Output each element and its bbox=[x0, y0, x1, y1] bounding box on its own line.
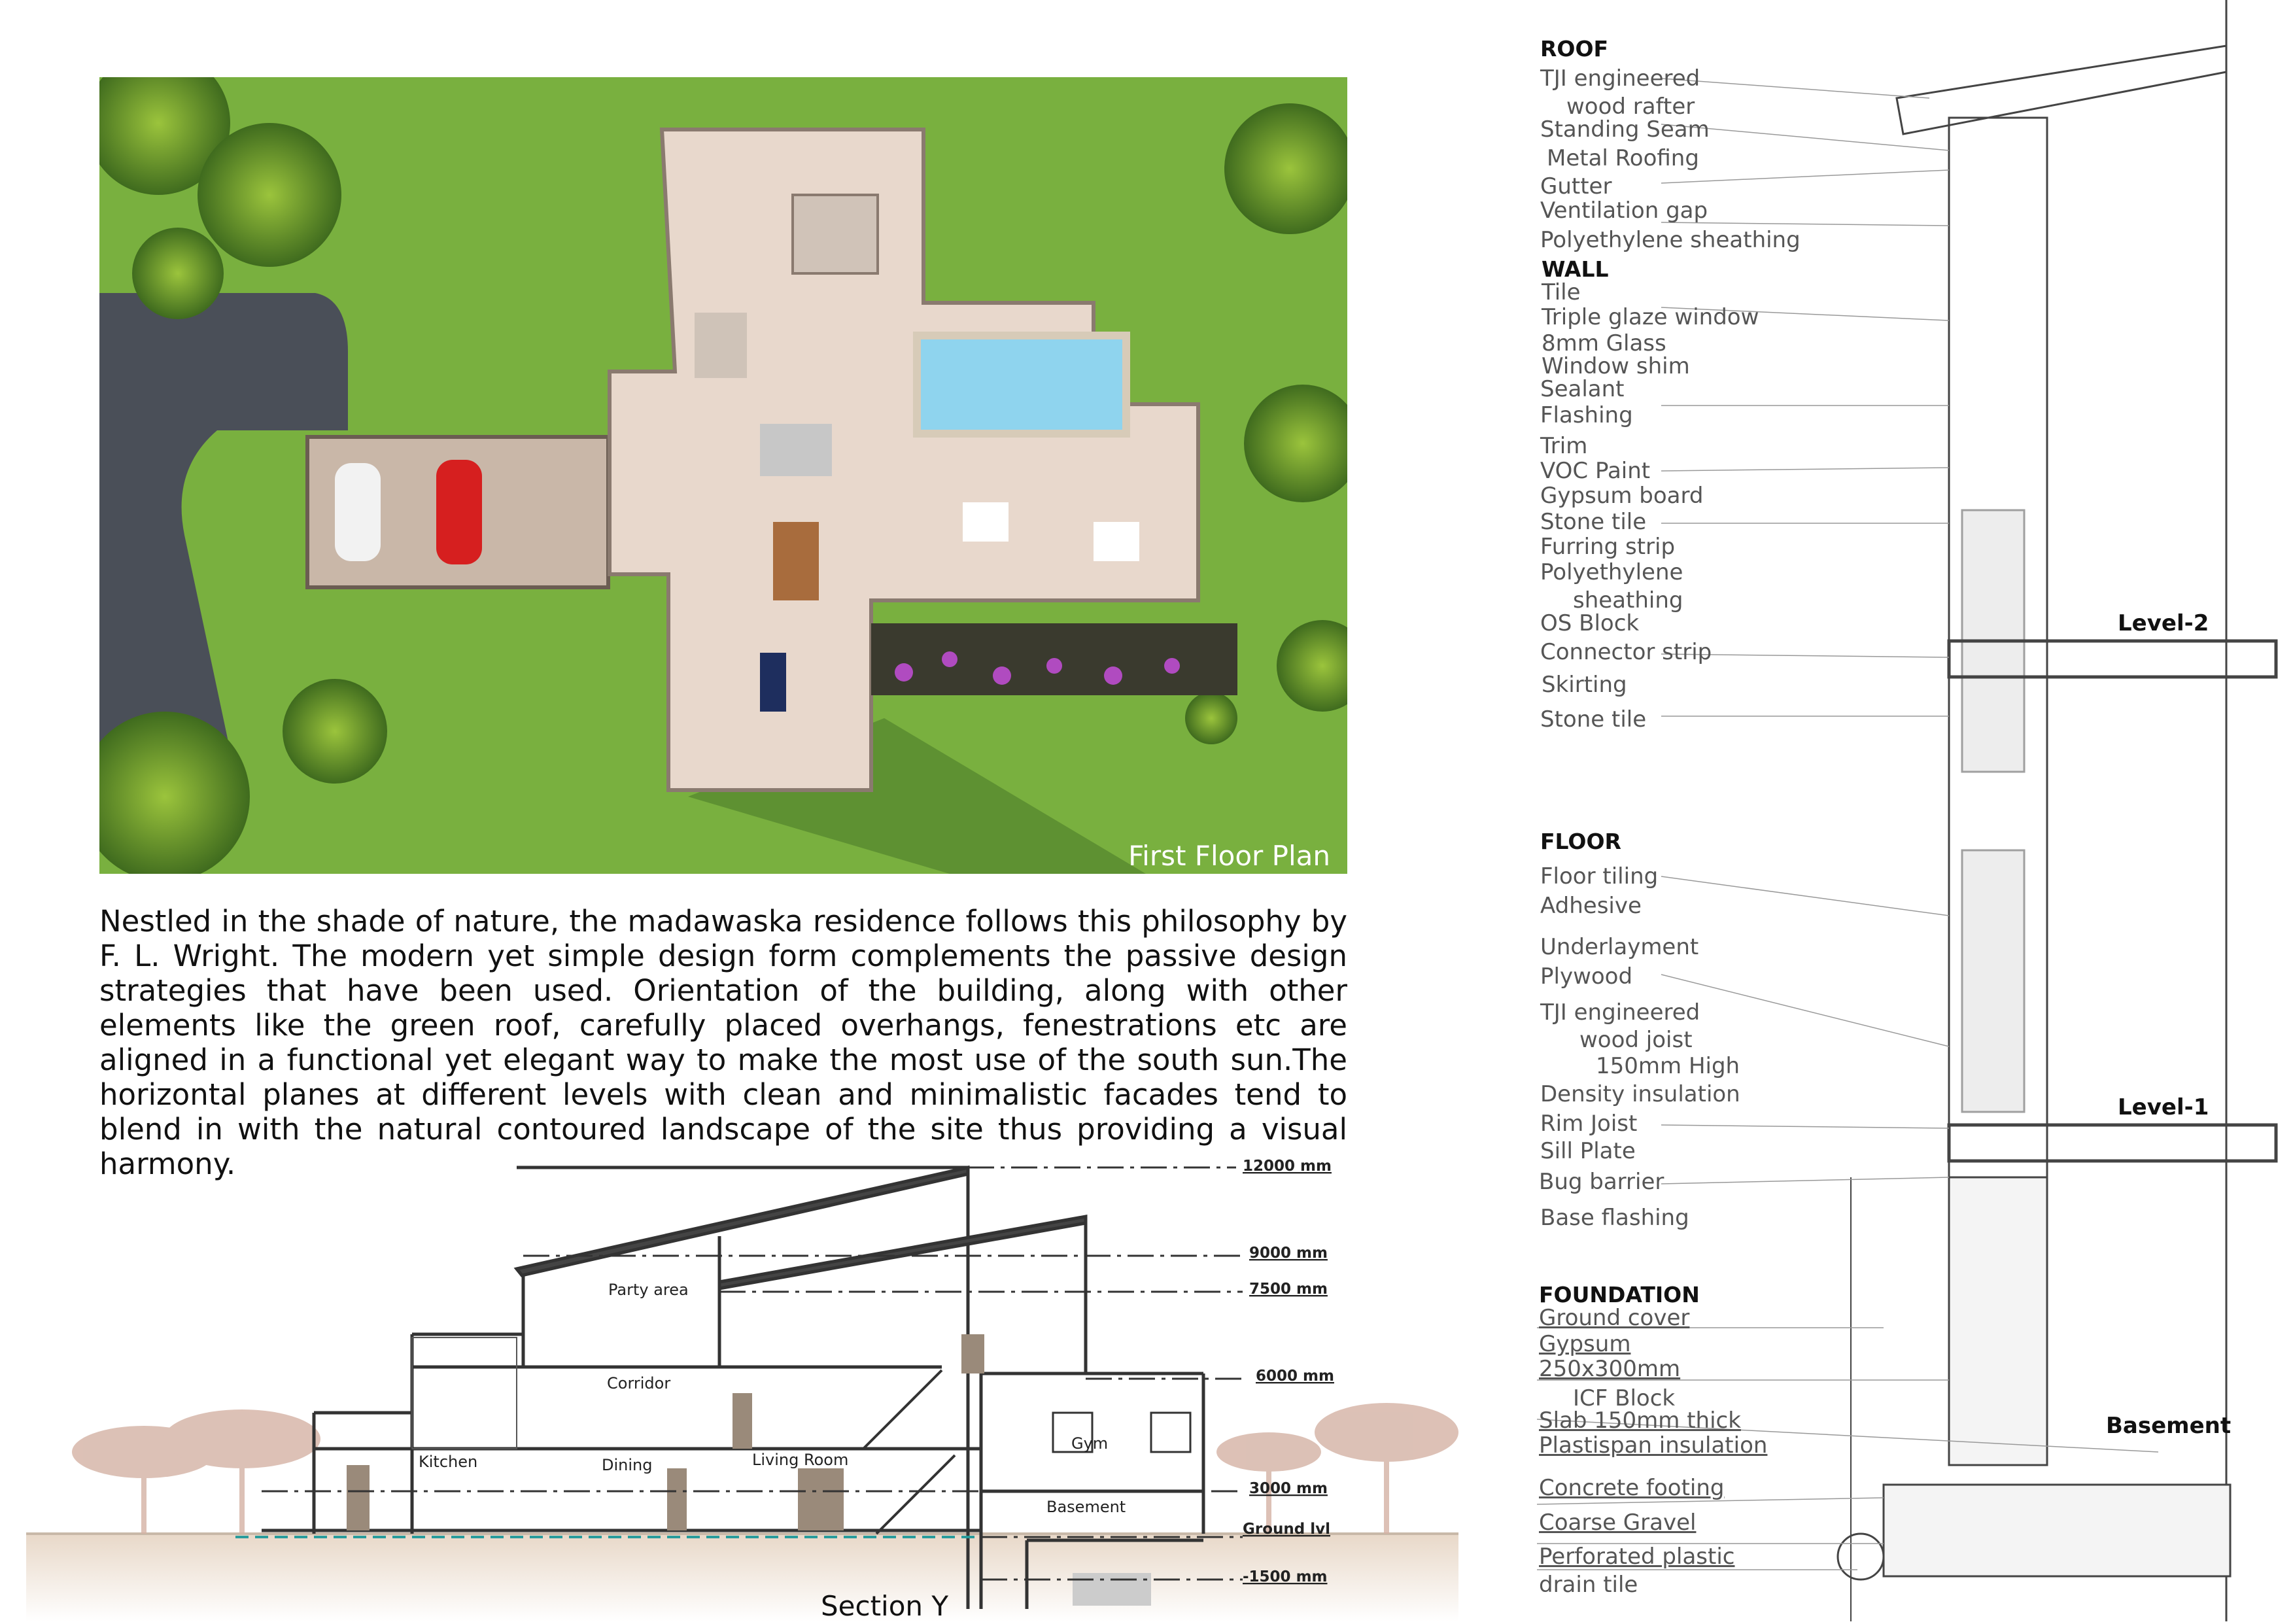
wall-item: VOC Paint bbox=[1540, 458, 1651, 484]
level-7500: 7500 mm bbox=[1249, 1281, 1328, 1298]
plan-caption: First Floor Plan bbox=[1128, 840, 1330, 872]
project-description: Nestled in the shade of nature, the madawaska residence follows this philosophy by F. L. Wright. The modern yet simple design form complements the passive design strategies that have been used. Orientation of the building, along with other elements like the green roof, carefully placed overhangs, fenestrations etc are aligned in a functional yet elegant way to make the most use of the south sun.The horizontal planes at different levels with clean and minimalistic facades tend to blend in with the natural contoured landscape of the site thus providing a visual harmony. bbox=[99, 904, 1347, 1181]
wall-item: Trim bbox=[1540, 433, 1588, 459]
wall-item: Flashing bbox=[1540, 402, 1633, 428]
roof-item: Gutter bbox=[1540, 173, 1612, 199]
floor-item: Plywood bbox=[1540, 963, 1633, 990]
wall-item: sheathing bbox=[1573, 587, 1683, 613]
foundation-item: Gypsum bbox=[1539, 1331, 1631, 1357]
section-level-labels bbox=[1243, 1158, 1334, 1585]
room-party-area: Party area bbox=[608, 1281, 689, 1299]
level-2-label: Level-2 bbox=[2118, 610, 2209, 636]
section-svg bbox=[26, 1151, 1465, 1621]
first-floor-plan-render bbox=[99, 77, 1347, 874]
level-12000: 12000 mm bbox=[1243, 1158, 1332, 1175]
foundation-item: Ground cover bbox=[1539, 1305, 1690, 1331]
roof-item: wood rafter bbox=[1566, 94, 1695, 120]
floor-item: Bug barrier bbox=[1539, 1169, 1664, 1195]
roof-item: TJI engineered bbox=[1540, 65, 1700, 92]
level-9000: 9000 mm bbox=[1249, 1245, 1328, 1262]
foundation-item: Slab 150mm thick bbox=[1539, 1408, 1741, 1434]
floor-item: Rim Joist bbox=[1540, 1111, 1638, 1137]
wall-item: Stone tile bbox=[1540, 706, 1647, 733]
wall-item: Skirting bbox=[1542, 672, 1627, 698]
wall-header: WALL bbox=[1542, 256, 1609, 282]
room-corridor: Corridor bbox=[607, 1374, 671, 1392]
foundation-item: ICF Block bbox=[1573, 1385, 1676, 1411]
foundation-item: Plastispan insulation bbox=[1539, 1432, 1768, 1459]
foundation-item: Concrete footing bbox=[1539, 1475, 1725, 1501]
floor-item: Sill Plate bbox=[1540, 1138, 1636, 1164]
wall-section-detail bbox=[1504, 0, 2293, 1621]
wall-item: OS Block bbox=[1540, 610, 1640, 636]
level-ground: Ground lvl bbox=[1243, 1521, 1331, 1538]
plan-image bbox=[99, 77, 1347, 874]
roof-item: Standing Seam bbox=[1540, 116, 1710, 143]
floor-item: 150mm High bbox=[1596, 1053, 1740, 1079]
level-minus-1500: -1500 mm bbox=[1243, 1568, 1328, 1585]
floor-item: TJI engineered bbox=[1540, 999, 1700, 1026]
wall-item: Tile bbox=[1542, 279, 1581, 305]
foundation-item: Coarse Gravel bbox=[1539, 1510, 1697, 1536]
floor-item: Floor tiling bbox=[1540, 863, 1659, 890]
level-3000: 3000 mm bbox=[1249, 1480, 1328, 1497]
wall-item: Stone tile bbox=[1540, 509, 1647, 535]
room-basement: Basement bbox=[1046, 1498, 1126, 1516]
floor-item: Density insulation bbox=[1540, 1081, 1740, 1107]
wall-item: 8mm Glass bbox=[1542, 330, 1666, 356]
room-living-room: Living Room bbox=[752, 1451, 849, 1469]
wall-item: Furring strip bbox=[1540, 534, 1676, 560]
wall-item: Sealant bbox=[1540, 376, 1625, 402]
roof-header: ROOF bbox=[1540, 36, 1609, 61]
floor-item: Underlayment bbox=[1540, 934, 1699, 960]
room-kitchen: Kitchen bbox=[419, 1453, 478, 1471]
floor-header: FLOOR bbox=[1540, 829, 1621, 854]
level-6000: 6000 mm bbox=[1256, 1368, 1334, 1385]
wall-item: Gypsum board bbox=[1540, 483, 1704, 509]
roof-item: Ventilation gap bbox=[1540, 198, 1708, 224]
wall-item: Triple glaze window bbox=[1542, 304, 1759, 330]
floor-item: Adhesive bbox=[1540, 893, 1642, 919]
foundation-item: 250x300mm bbox=[1539, 1356, 1681, 1382]
foundation-header: FOUNDATION bbox=[1539, 1282, 1700, 1307]
floor-item: wood joist bbox=[1579, 1027, 1693, 1053]
roof-item: Polyethylene sheathing bbox=[1540, 227, 1801, 253]
floor-item: Base flashing bbox=[1540, 1205, 1689, 1231]
section-title: Section Y bbox=[821, 1590, 949, 1621]
wall-item: Connector strip bbox=[1540, 639, 1712, 665]
level-1-label: Level-1 bbox=[2118, 1094, 2209, 1120]
room-dining: Dining bbox=[602, 1456, 653, 1474]
roof-item: Metal Roofing bbox=[1547, 145, 1699, 171]
wall-item: Polyethylene bbox=[1540, 559, 1683, 585]
foundation-item: Perforated plastic bbox=[1539, 1544, 1735, 1570]
foundation-item: drain tile bbox=[1539, 1572, 1638, 1598]
room-gym: Gym bbox=[1071, 1434, 1109, 1453]
wall-item: Window shim bbox=[1542, 353, 1690, 379]
basement-label: Basement bbox=[2106, 1413, 2232, 1439]
section-y-drawing bbox=[26, 1151, 1465, 1621]
